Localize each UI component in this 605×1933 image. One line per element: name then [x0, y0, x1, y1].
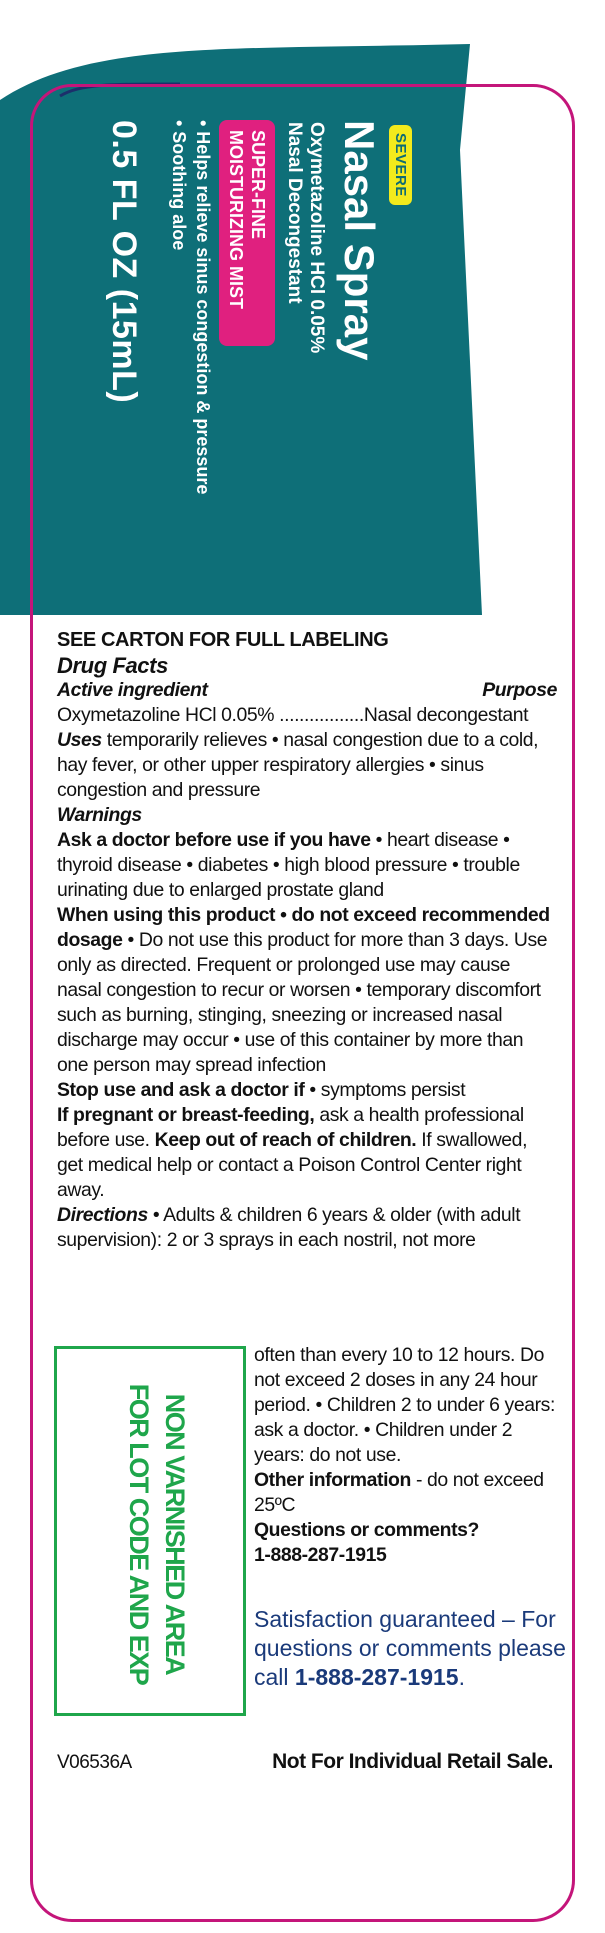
ingredient-line: Oxymetazoline HCl 0.05% — [306, 122, 327, 354]
stop-use-section — [57, 1078, 557, 1103]
stamp-line1: NON VARNISHED AREA — [160, 1393, 190, 1675]
questions-label: Questions or comments? — [254, 1519, 480, 1541]
ask-doctor-text: • heart disease • thyroid disease • diabetes • high blood pressure • trouble urinating due to enlarged prostate gland — [57, 829, 520, 901]
other-info-label: Other information — [254, 1469, 411, 1491]
active-ingredient-line: Oxymetazoline HCl 0.05% .................Nasal decongestant — [57, 704, 529, 726]
directions-label: Directions — [57, 1204, 148, 1226]
stop-use-text: • symptoms persist — [304, 1079, 466, 1101]
other-info-text: - do not exceed 25ºC — [254, 1469, 544, 1516]
retail-notice: Not For Individual Retail Sale. — [272, 1750, 553, 1773]
see-carton-heading: SEE CARTON FOR FULL LABELING — [57, 629, 389, 651]
when-using-text: • Do not use this product for more than 3 days. Use only as directed. Frequent or prolonged use may cause nasal congestion to recur or worsen • temporary discomfort such as burning, stinging, sneezing or increased nasal discharge may occur • use of this container by more than one person may spread infection — [57, 929, 548, 1076]
volume-line: 0.5 FL OZ (15mL) — [105, 120, 143, 404]
moisturizing-mist-badge — [219, 120, 275, 346]
pregnant-text: ask a health professional before use. — [57, 1104, 524, 1151]
ask-doctor-section — [57, 828, 557, 903]
lot-code-stamp — [54, 1346, 246, 1716]
header-panel — [70, 110, 415, 630]
directions-continued: often than every 10 to 12 hours. Do not exceed 2 doses in any 24 hour period. • Children 2 to under 6 years: ask a doctor. • Children under 2 years: do not use. — [254, 1344, 555, 1466]
severe-badge: SEVERE — [389, 125, 412, 205]
mist-badge-line1: SUPER-FINE — [248, 130, 268, 240]
pregnant-label: If pregnant or breast-feeding, — [57, 1104, 315, 1126]
questions-phone: 1-888-287-1915 — [254, 1544, 387, 1566]
pregnant-section — [57, 1103, 557, 1203]
when-using-section — [57, 903, 557, 1078]
directions-section — [57, 1203, 557, 1253]
stop-use-label: Stop use and ask a doctor if — [57, 1079, 305, 1101]
other-info-section — [254, 1468, 564, 1518]
mist-badge-line2: MOISTURIZING MIST — [226, 130, 246, 309]
category-line: Nasal Decongestant — [284, 122, 305, 304]
benefit-aloe: • Soothing aloe — [169, 120, 189, 251]
drug-facts-title: Drug Facts — [57, 653, 168, 678]
satisfaction-end: . — [458, 1664, 465, 1690]
right-column — [254, 1343, 564, 1568]
active-ingredient-heading: Active ingredient — [57, 679, 208, 701]
purpose-heading: Purpose — [482, 679, 557, 701]
benefit-sinus: • Helps relieve sinus congestion & pressure — [193, 120, 213, 495]
keep-out-label: Keep out of reach of children. — [154, 1129, 417, 1151]
uses-section — [57, 728, 557, 803]
uses-text: temporarily relieves • nasal congestion due to a cold, hay fever, or other upper respiratory allergies • sinus congestion and pressure — [57, 729, 539, 801]
satisfaction-text: Satisfaction guaranteed – For questions or comments please call — [254, 1606, 566, 1690]
stamp-text — [51, 1349, 243, 1719]
product-name: Nasal Spray — [336, 120, 383, 361]
active-ingredient-header — [57, 678, 557, 703]
keep-out-text: If swallowed, get medical help or contact a Poison Control Center right away. — [57, 1129, 528, 1201]
uses-label: Uses — [57, 729, 102, 751]
warnings-heading: Warnings — [57, 804, 142, 826]
stamp-line2: FOR LOT CODE AND EXP — [124, 1383, 154, 1685]
product-code: V06536A — [57, 1752, 132, 1773]
directions-text: • Adults & children 6 years & older (with adult supervision): 2 or 3 sprays in each nostril, not more — [57, 1204, 521, 1251]
drug-facts — [57, 628, 557, 1253]
ask-doctor-label: Ask a doctor before use if you have — [57, 829, 371, 851]
when-using-label: When using this product • do not exceed recommended dosage — [57, 904, 550, 951]
satisfaction-guarantee — [254, 1605, 584, 1692]
satisfaction-phone: 1-888-287-1915 — [294, 1664, 459, 1690]
